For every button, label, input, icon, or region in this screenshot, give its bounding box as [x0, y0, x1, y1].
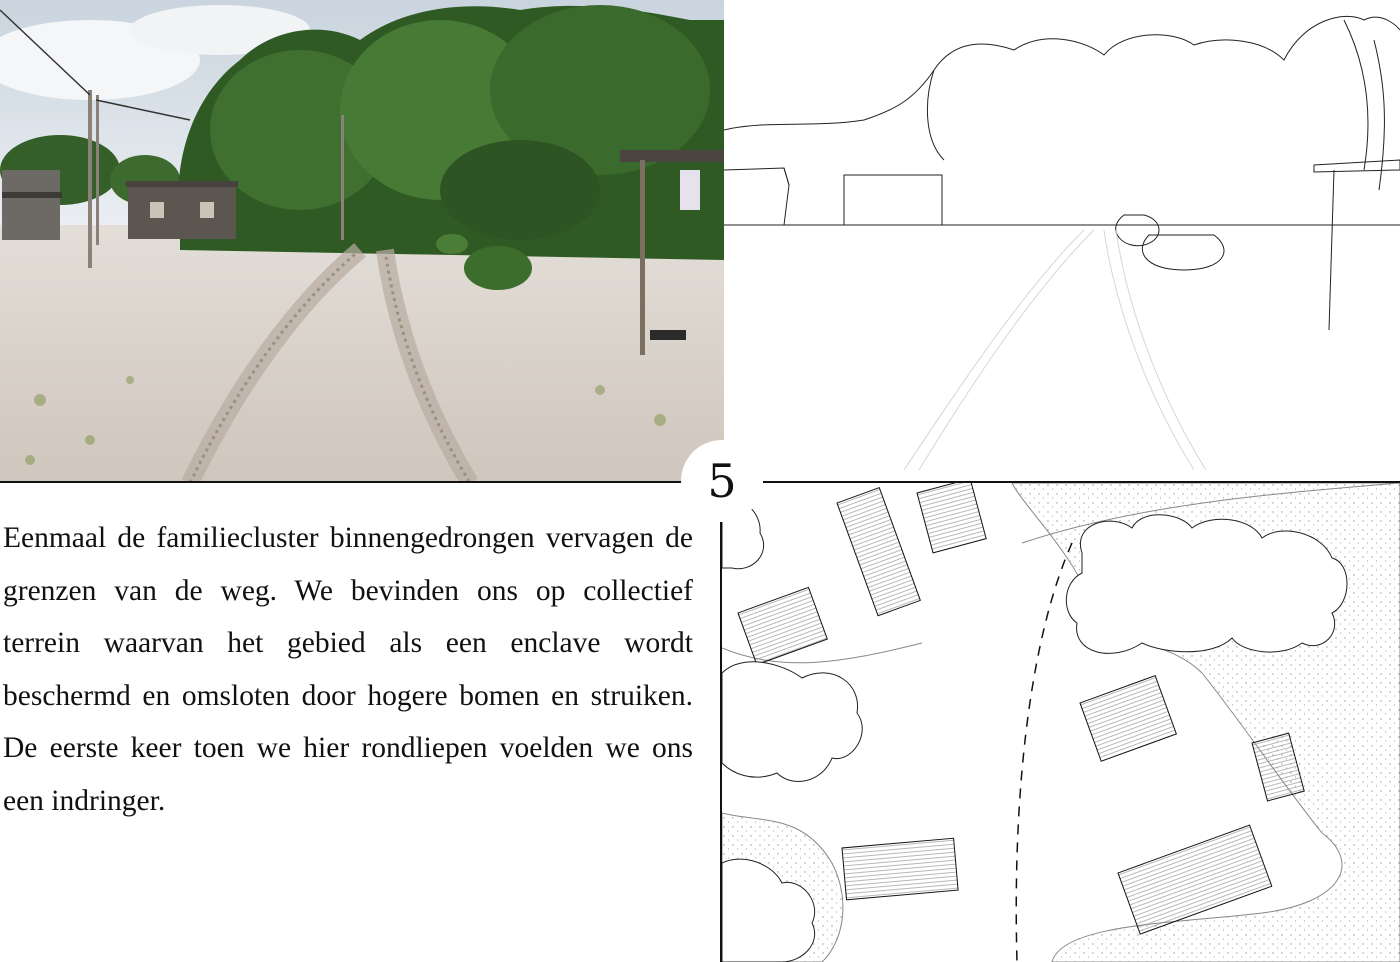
- line-sketch: [724, 0, 1400, 483]
- caption-text: Eenmaal de familiecluster binnengedrongen vervagen de grenzen van de weg. We bevinden ons op collectief terrein waarvan het gebied als een enclave wordt beschermd en omsloten door hogere bomen en struiken. De eerste keer toen we hier rondliepen voelden we ons een indringer.: [3, 522, 693, 817]
- site-plan: [722, 483, 1400, 962]
- section-number-badge: 5: [681, 440, 763, 522]
- vertical-divider: [720, 522, 722, 962]
- village-photo: [0, 0, 724, 483]
